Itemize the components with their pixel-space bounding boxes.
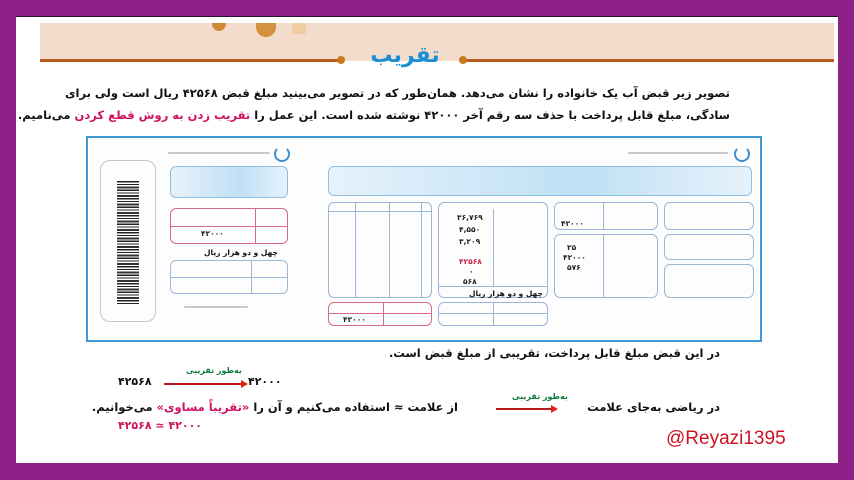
explanation-line-1	[389, 343, 720, 363]
header-rule-right	[462, 59, 834, 62]
stub-amount-words: چهل و دو هزار ریال	[204, 248, 278, 257]
water-bill-image	[86, 136, 762, 342]
water-company-logo	[274, 146, 290, 162]
approx-equal-term: «تقریباً مساوی»	[156, 400, 250, 414]
meter-value: ۴۲۰۰۰	[561, 219, 584, 228]
consumption-table	[328, 202, 432, 298]
header-rule-left	[40, 59, 340, 62]
barcode	[117, 181, 139, 305]
explanation-text: می‌خوانیم.	[91, 400, 153, 414]
charge-value: ۳,۲۰۹	[459, 237, 481, 246]
total-bill-amount: ۴۲۵۶۸	[459, 257, 482, 266]
charge-value: ۳۶,۷۶۹	[457, 213, 483, 222]
approx-arrow	[164, 383, 242, 385]
divider	[493, 303, 494, 325]
main-payment-box	[328, 302, 432, 326]
charges-box	[438, 202, 548, 298]
divider	[171, 226, 287, 227]
example-to-number: ۴۲۰۰۰	[248, 375, 282, 388]
divider	[171, 277, 287, 278]
explanation-line-2-start	[587, 397, 720, 417]
example-from-number: ۴۲۵۶۸	[118, 375, 152, 388]
divider	[493, 209, 494, 287]
customer-box-3	[664, 264, 754, 298]
intro-text: سادگی، مبلغ قابل پرداخت با حذف سه رقم آخر ۴۲۰۰۰ نوشته شده است. این عمل را	[250, 108, 730, 122]
main-info-box	[328, 166, 752, 196]
intro-text: می‌نامیم.	[17, 108, 75, 122]
intro-line-2	[18, 105, 730, 125]
approx-arrow-label: به‌طور تقریبی	[186, 366, 242, 375]
approx-arrow	[496, 408, 552, 410]
explanation-text: در این قبض مبلغ قابل پرداخت، تقریبی از مبلغ قبض است.	[388, 346, 720, 360]
reading-box	[554, 202, 658, 230]
approx-arrow-label: به‌طور تقریبی	[512, 392, 568, 401]
explanation-line-2-rest	[92, 397, 458, 417]
divider	[383, 303, 384, 325]
side-value: ۵۷۶	[567, 263, 581, 272]
watermark: @Reyazi1395	[666, 428, 786, 449]
company-name-text	[168, 152, 270, 154]
barcode-panel	[100, 160, 156, 322]
intro-text: تصویر زیر قبض آب یک خانواده را نشان می‌دهد. همان‌طور که در تصویر می‌بینید مبلغ قبض ۴۲۵۶۸ ریال است ولی برای	[64, 86, 730, 100]
approx-formula: ۴۲۵۶۸ ≃ ۴۲۰۰۰	[118, 419, 203, 432]
header-decoration-dot	[292, 23, 306, 34]
remainder-value: ۵۶۸	[463, 277, 477, 286]
divider	[603, 203, 604, 229]
charge-value: ۴,۵۵۰	[459, 225, 481, 234]
customer-box-2	[664, 234, 754, 260]
bank-box	[438, 302, 548, 326]
zero-value: ۰	[469, 267, 474, 276]
details-box	[554, 234, 658, 298]
divider	[603, 235, 604, 297]
divider	[329, 211, 431, 212]
slide-page	[16, 16, 838, 463]
intro-line-1	[65, 83, 730, 103]
company-name-text	[628, 152, 728, 154]
divider	[439, 286, 547, 287]
explanation-text: در ریاضی به‌جای علامت	[587, 400, 720, 414]
main-payable-amount: ۴۲۰۰۰	[343, 315, 366, 324]
water-company-logo	[734, 146, 750, 162]
divider	[329, 313, 431, 314]
divider	[255, 209, 256, 243]
stub-footer-text	[184, 306, 248, 308]
divider	[355, 203, 356, 297]
stub-payment-box	[170, 208, 288, 244]
side-value: ۴۲۰۰۰	[563, 253, 586, 262]
divider	[421, 203, 422, 297]
main-amount-words: چهل و دو هزار ریال	[469, 289, 543, 298]
explanation-text: از علامت ≈ استفاده می‌کنیم و آن را	[253, 400, 458, 414]
divider	[251, 261, 252, 293]
intro-highlight: تقریب زدن به روش قطع کردن	[74, 108, 251, 122]
stub-id-box	[170, 260, 288, 294]
customer-box-1	[664, 202, 754, 230]
header-rule-cap	[337, 56, 345, 64]
page-title: تقریب	[370, 43, 440, 68]
side-value: ۲۵	[567, 243, 577, 252]
stub-info-box	[170, 166, 288, 198]
stub-payable-amount: ۴۲۰۰۰	[201, 229, 224, 238]
divider	[389, 203, 390, 297]
